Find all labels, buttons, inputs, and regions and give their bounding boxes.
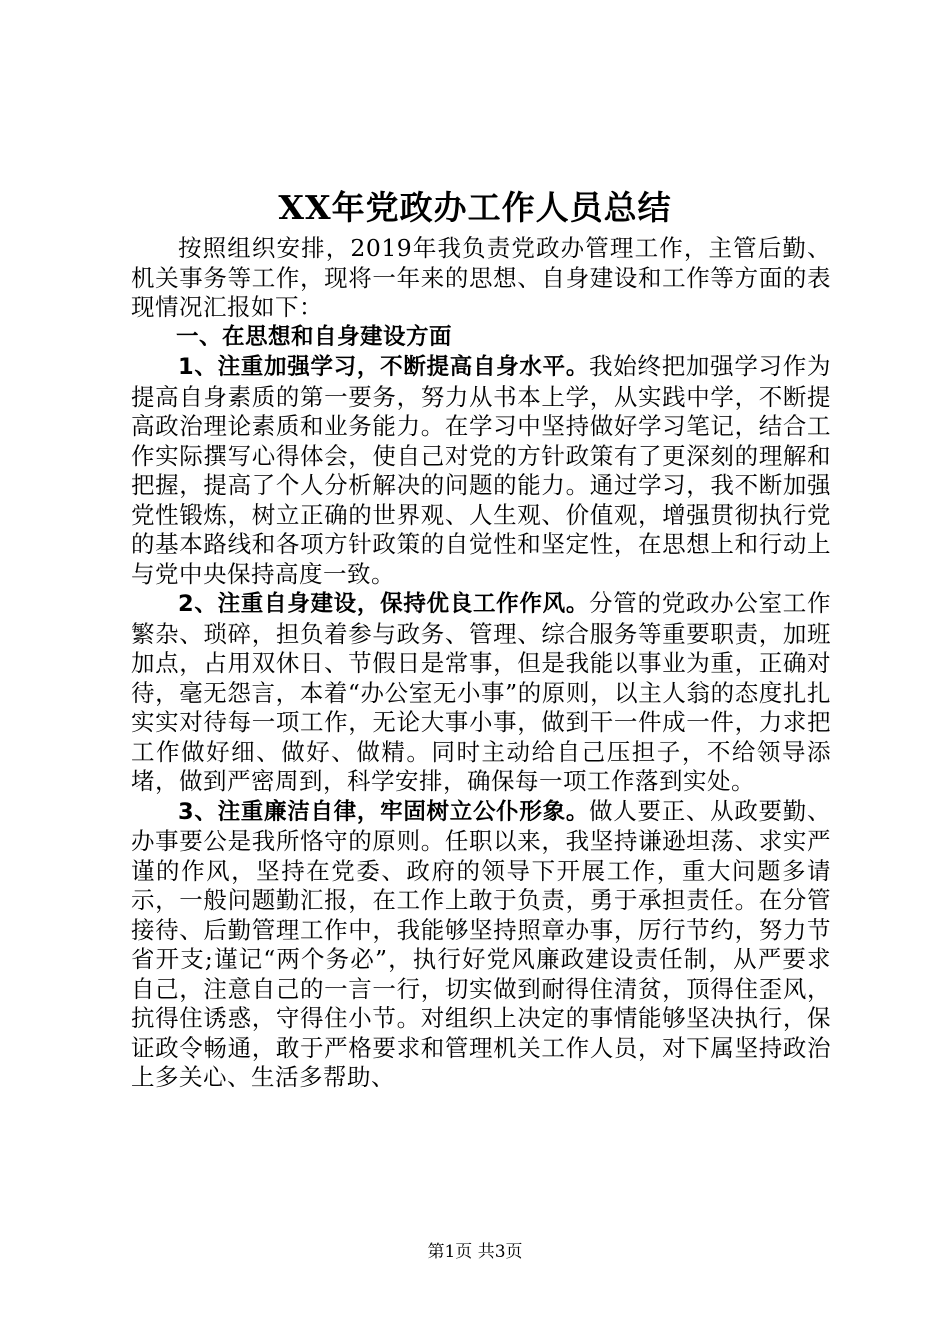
paragraph-text: 我始终把加强学习作为提高自身素质的第一要务，努力从书本上学，从实践中学，不断提高政治理论素质和业务能力。在学习中坚持做好学习笔记，结合工作实际撰写心得体会，使自己对党的方针政策有了更深刻的理解和把握，提高了个人分析解决的问题的能力。通过学习，我不断加强党性锻炼，树立正确的世界观、人生观、价值观，增强贯彻执行党的基本路线和各项方针政策的自觉性和坚定性，在思想上和行动上与党中央保持高度一致。 xyxy=(131,352,831,588)
paragraph-item-2 xyxy=(131,589,831,797)
paragraph-text: 做人要正、从政要勤、办事要公是我所恪守的原则。任职以来，我坚持谦逊坦荡、求实严谨的作风，坚持在党委、政府的领导下开展工作，重大问题多请示，一般问题勤汇报，在工作上敢于负责，勇于承担责任。在分管接待、后勤管理工作中，我能够坚持照章办事，厉行节约，努力节省开支;谨记“两个务必”，执行好党风廉政建设责任制，从严要求自己，注意自己的一言一行，切实做到耐得住清贫，顶得住歪风，抗得住诱惑，守得住小节。对组织上决定的事情能够坚决执行，保证政令畅通，敢于严格要求和管理机关工作人员，对下属坚持政治上多关心、生活多帮助、 xyxy=(131,796,831,1091)
paragraph-item-1 xyxy=(131,352,831,589)
section-heading: 一、在思想和自身建设方面 xyxy=(176,323,453,350)
page-footer: 第1页 共3页 xyxy=(427,1242,523,1262)
paragraph-lead: 3、注重廉洁自律，牢固树立公仆形象。 xyxy=(178,798,590,825)
document-title: XX年党政办工作人员总结 xyxy=(278,188,672,227)
document-body xyxy=(131,234,831,1093)
paragraph-lead: 1、注重加强学习，不断提高自身水平。 xyxy=(178,354,590,380)
paragraph-text: 分管的党政办公室工作繁杂、琐碎，担负着参与政务、管理、综合服务等重要职责，加班加点，占用双休日、节假日是常事，但是我能以事业为重，正确对待，毫无怨言，本着“办公室无小事”的原则，以主人翁的态度扎扎实实对待每一项工作，无论大事小事，做到干一件成一件，力求把工作做好细、做好、做精。同时主动给自己压担子，不给领导添堵，做到严密周到，科学安排，确保每一项工作落到实处。 xyxy=(131,589,831,795)
paragraph-item-3 xyxy=(131,797,831,1093)
intro-paragraph: 按照组织安排，2019年我负责党政办管理工作，主管后勤、机关事务等工作，现将一年来的思想、自身建设和工作等方面的表现情况汇报如下： xyxy=(131,234,831,321)
paragraph-lead: 2、注重自身建设，保持优良工作作风。 xyxy=(178,591,590,617)
